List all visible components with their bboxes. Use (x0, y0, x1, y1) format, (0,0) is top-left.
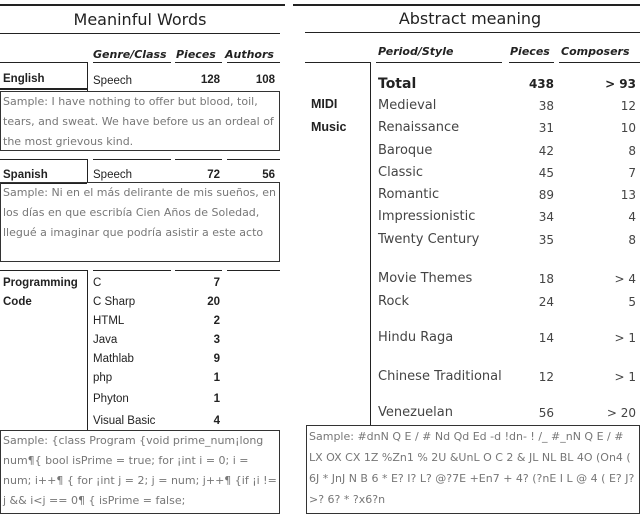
code-pieces: 1 (213, 393, 220, 405)
rule (227, 62, 280, 63)
top-rule (0, 4, 285, 6)
header-pieces: Pieces (176, 48, 216, 61)
style-composers: 10 (620, 121, 636, 135)
rule (559, 62, 640, 63)
style-composers: 4 (628, 210, 636, 224)
style-name: Baroque (378, 143, 433, 158)
rule (93, 270, 171, 271)
style-pieces: 34 (538, 210, 554, 224)
code-language: HTML (93, 315, 125, 327)
rule (227, 270, 280, 271)
right-title: Abstract meaning (398, 9, 542, 28)
style-name: Impressionistic (378, 209, 476, 224)
header-genre: Genre/Class (93, 48, 167, 61)
rule (0, 270, 87, 271)
style-composers: 13 (620, 188, 636, 202)
music-label: Music (311, 120, 347, 134)
style-pieces: 12 (538, 370, 554, 384)
style-name: Medieval (378, 98, 437, 113)
code-pieces: 2 (213, 315, 220, 327)
english-label: English (3, 73, 45, 85)
style-name: Romantic (378, 187, 440, 202)
spanish-genre: Speech (93, 169, 133, 181)
rule (93, 159, 171, 160)
spanish-sample: Sample: Ni en el más delirante de mis sueños, en los días en que escribía Cien Años de Soledad, llegué a imaginar que podría asistir a este acto (0, 182, 280, 262)
style-pieces: 31 (538, 121, 554, 135)
header-pieces-right: Pieces (510, 45, 550, 58)
style-name: Movie Themes (378, 271, 473, 286)
vertical-rule (87, 270, 88, 430)
spanish-label: Spanish (3, 169, 48, 181)
total-pieces: 438 (528, 77, 554, 91)
code-pieces: 9 (213, 353, 220, 365)
english-sample: Sample: I have nothing to offer but blood, toil, tears, and sweat. We have before us an ordeal of the most grievous kind. (0, 91, 280, 151)
rule (376, 62, 502, 63)
style-name: Rock (378, 294, 410, 309)
rule (227, 159, 280, 160)
style-composers: > 1 (614, 370, 636, 384)
code-language: C (93, 277, 102, 289)
code-language: C Sharp (93, 296, 136, 308)
style-pieces: 42 (538, 144, 554, 158)
style-pieces: 89 (538, 188, 554, 202)
spanish-authors: 56 (262, 169, 275, 181)
left-title: Meaninful Words (73, 10, 207, 29)
rule (305, 62, 370, 63)
rule (175, 62, 222, 63)
style-pieces: 56 (538, 406, 554, 420)
midi-sample: Sample: #dnN Q E / # Nd Qd Ed -d !dn- ! /_ #_nN Q E / # LX OX CX 1Z %Zn1 % 2U &UnL O C 2 & JL NL BL 4O (On4 ( 6J * JnJ N B 6 * E? I? L? @?7E +En7 + 4? (?nE I L @ 4 ( E? J? >? 6? * ?x6?n (306, 425, 640, 514)
code-pieces: 7 (213, 277, 220, 289)
style-name: Chinese Traditional (378, 369, 502, 384)
style-composers: > 1 (614, 331, 636, 345)
style-pieces: 24 (538, 295, 554, 309)
style-composers: 5 (628, 295, 636, 309)
code-sample: Sample: {class Program {void prime_num¡long num¶{ bool isPrime = true; for ¡int i = 0; i = num; i++¶ { for ¡int j = 2; j = num; j++¶ {if ¡i != j && i<j == 0¶ { isPrime = false; (0, 430, 280, 514)
rule (175, 159, 222, 160)
total-label: Total (378, 76, 417, 92)
rule (0, 88, 87, 90)
header-composers: Composers (561, 45, 630, 58)
code-pieces: 3 (213, 334, 220, 346)
style-composers: > 4 (614, 272, 636, 286)
rule (175, 270, 222, 271)
code-pieces: 4 (213, 415, 220, 427)
code-language: Visual Basic (93, 415, 156, 427)
code-pieces: 1 (213, 372, 220, 384)
style-composers: 7 (628, 166, 636, 180)
style-pieces: 18 (538, 272, 554, 286)
vertical-rule (87, 159, 88, 182)
code-language: Phyton (93, 393, 129, 405)
style-name: Hindu Raga (378, 330, 454, 345)
style-pieces: 45 (538, 166, 554, 180)
style-pieces: 38 (538, 99, 554, 113)
rule (0, 159, 87, 160)
total-composers: > 93 (605, 77, 636, 91)
english-authors: 108 (255, 74, 275, 86)
midi-label: MIDI (311, 97, 338, 111)
header-authors: Authors (225, 48, 274, 61)
style-name: Renaissance (378, 120, 460, 135)
style-composers: 8 (628, 144, 636, 158)
style-pieces: 35 (538, 233, 554, 247)
vertical-rule (370, 62, 371, 425)
code-language: Java (93, 334, 118, 346)
title-rule (0, 33, 280, 34)
rule (93, 62, 171, 63)
spanish-pieces: 72 (207, 169, 220, 181)
top-rule-right (293, 4, 640, 6)
style-composers: > 20 (606, 406, 636, 420)
vertical-rule (87, 62, 88, 91)
code-language: Mathlab (93, 353, 134, 365)
rule (509, 62, 554, 63)
rule (0, 62, 87, 63)
code-pieces: 20 (207, 296, 220, 308)
style-composers: 8 (628, 233, 636, 247)
style-name: Twenty Century (378, 232, 480, 247)
code-label: Programming (3, 277, 78, 289)
header-period: Period/Style (378, 45, 454, 58)
english-genre: Speech (93, 75, 133, 87)
title-rule-right (305, 32, 640, 33)
english-pieces: 128 (200, 74, 220, 86)
style-name: Venezuelan (378, 405, 453, 420)
code-label-2: Code (3, 296, 32, 308)
style-pieces: 14 (538, 331, 554, 345)
style-name: Classic (378, 165, 423, 180)
style-composers: 12 (620, 99, 636, 113)
code-language: php (93, 372, 113, 384)
